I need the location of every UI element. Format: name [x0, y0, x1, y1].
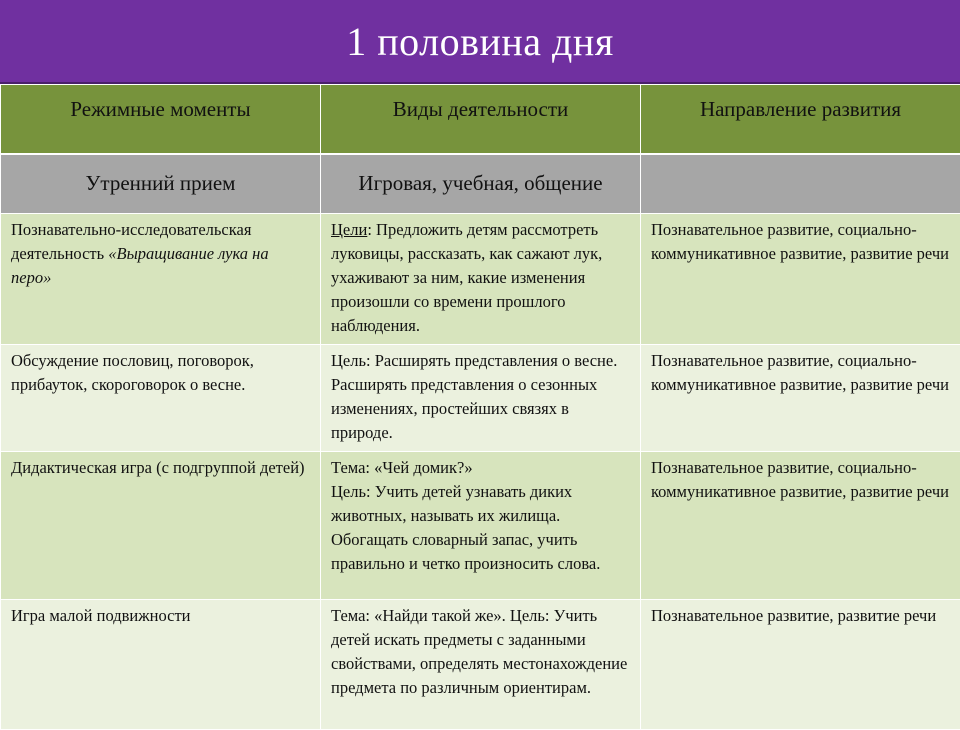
- row1-direction-cell: Познавательное развитие, социально-коммуникативное развитие, развитие речи: [641, 214, 960, 345]
- subheader-empty-cell: [641, 154, 960, 214]
- row4-direction-cell: Познавательное развитие, развитие речи: [641, 600, 960, 730]
- row1-regime-text: Познавательно-исследовательская деятельность: [11, 220, 251, 263]
- table-row: [1, 452, 960, 600]
- row3-topic-line: Тема: «Чей домик?»: [331, 456, 630, 480]
- header-development-direction: Направление развития: [641, 85, 960, 154]
- header-activity-types: Виды деятельности: [321, 85, 641, 154]
- row1-goals-label: Цели: [331, 220, 367, 239]
- row4-activity-cell: Тема: «Найди такой же». Цель: Учить детей искать предметы с заданными свойствами, определять местонахождение предмета по различным ориентирам.: [321, 600, 641, 730]
- title-bar: [0, 0, 960, 84]
- page-title: 1 половина дня: [346, 18, 613, 65]
- row4-regime-cell: Игра малой подвижности: [1, 600, 321, 730]
- schedule-table: [0, 84, 960, 730]
- header-regime-moments: Режимные моменты: [1, 85, 321, 154]
- row1-activity-text: : Предложить детям рассмотреть луковицы, рассказать, как сажают лук, ухаживают за ним, какие изменения произошли со времени прошлого наблюдения.: [331, 220, 602, 335]
- row1-regime-italic: «Выращивание лука на перо»: [11, 244, 269, 287]
- row1-regime-cell: [1, 214, 321, 345]
- row3-goal-line: Цель: Учить детей узнавать диких животных, называть их жилища. Обогащать словарный запас, учить правильно и четко произносить слова.: [331, 480, 630, 576]
- row3-regime-cell: Дидактическая игра (с подгруппой детей): [1, 452, 321, 600]
- table-subheader-row: [1, 154, 960, 214]
- row3-activity-cell: [321, 452, 641, 600]
- table-header-row: [1, 85, 960, 154]
- row2-direction-cell: Познавательное развитие, социально-коммуникативное развитие, развитие речи: [641, 345, 960, 452]
- row3-direction-cell: Познавательное развитие, социально-коммуникативное развитие, развитие речи: [641, 452, 960, 600]
- subheader-activity: Игровая, учебная, общение: [321, 154, 641, 214]
- table-row: [1, 600, 960, 730]
- table-row: [1, 345, 960, 452]
- table-row: [1, 214, 960, 345]
- row1-activity-cell: [321, 214, 641, 345]
- row2-regime-cell: Обсуждение пословиц, поговорок, прибауток, скороговорок о весне.: [1, 345, 321, 452]
- subheader-morning-reception: Утренний прием: [1, 154, 321, 214]
- row2-activity-cell: Цель: Расширять представления о весне. Расширять представления о сезонных изменениях, простейших связях в природе.: [321, 345, 641, 452]
